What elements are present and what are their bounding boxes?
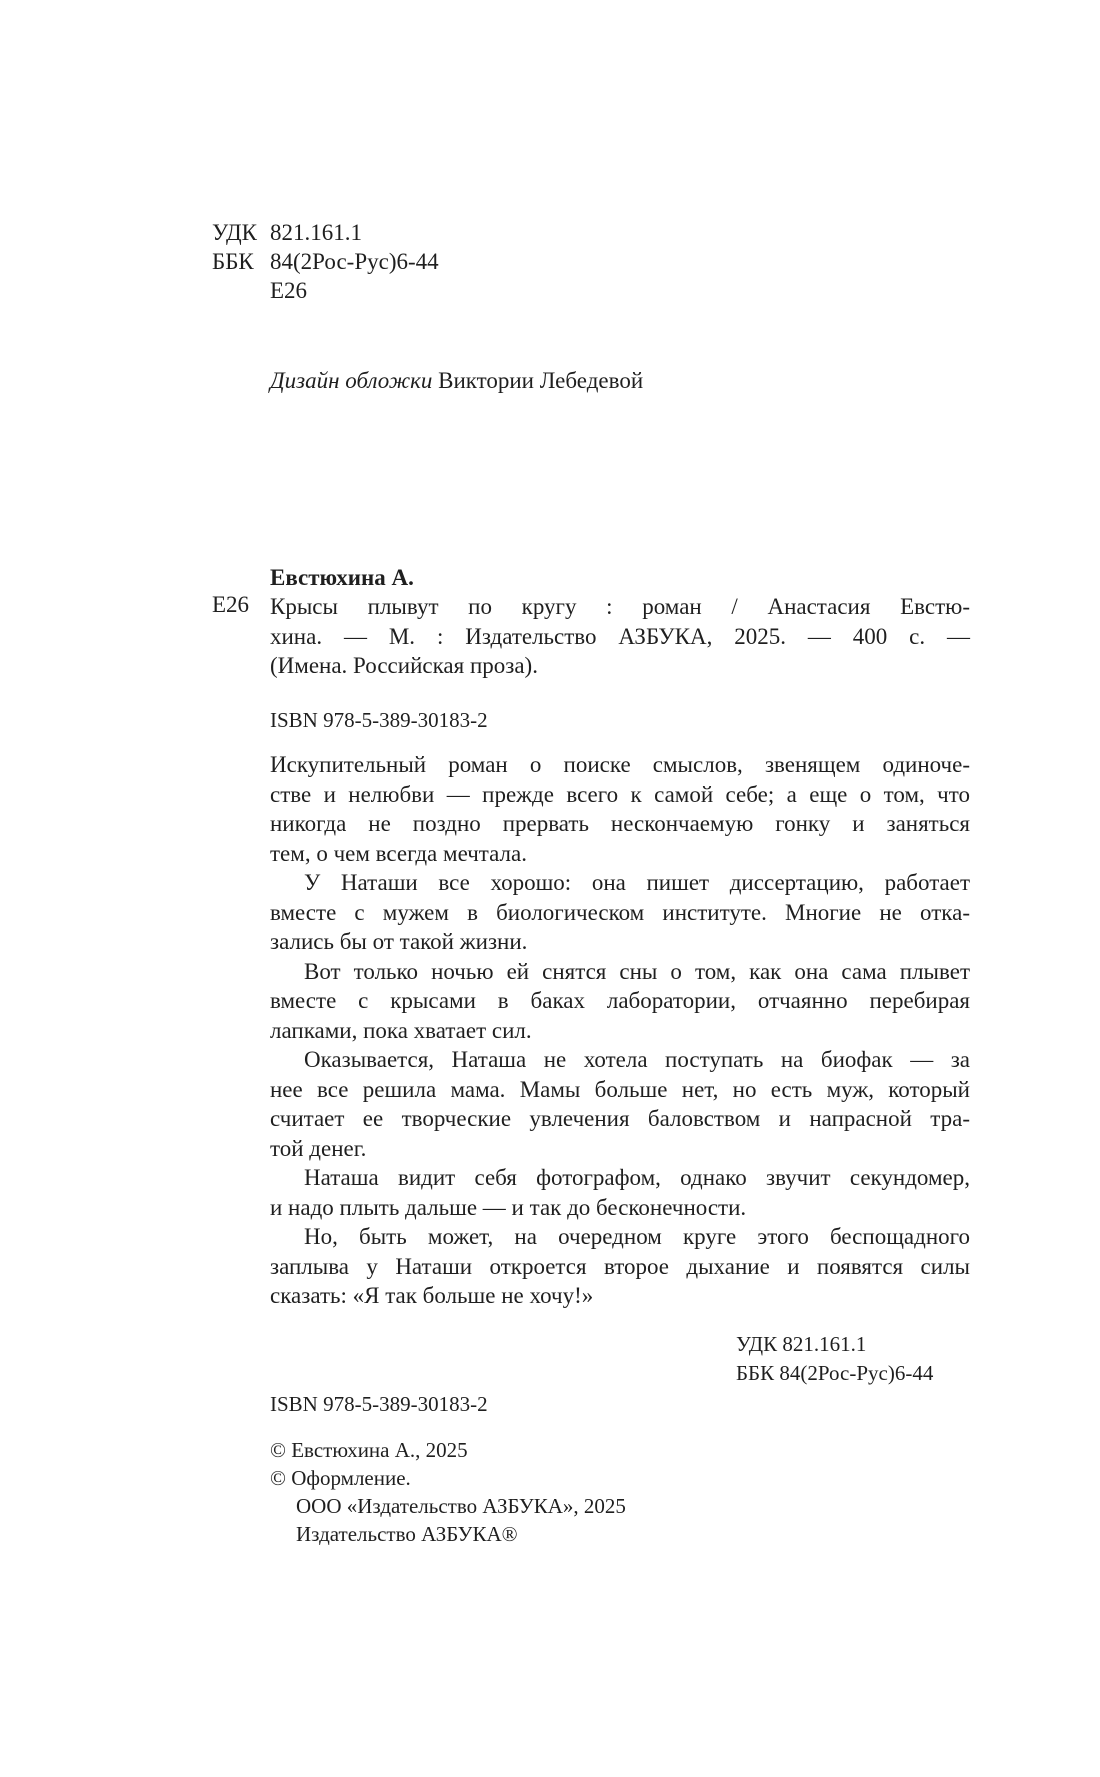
annotation-line: стве и нелюбви — прежде всего к самой себе; а еще о том, что (270, 781, 970, 807)
bbk-value: 84(2Рос-Рус)6-44 (270, 249, 439, 274)
annotation-paragraph (270, 750, 970, 868)
card-description-line: хина. — М. : Издательство АЗБУКА, 2025. — 400 с. — (270, 623, 970, 649)
copyright-author: © Евстюхина А., 2025 (270, 1438, 468, 1462)
annotation-line: зались бы от такой жизни. (270, 929, 528, 954)
annotation-line: Вот только ночью ей снятся сны о том, как она сама плывет (304, 958, 970, 984)
card-author-mark: Е26 (212, 592, 250, 617)
card-isbn: ISBN 978-5-389-30183-2 (270, 708, 488, 732)
annotation-line: Наташа видит себя фотографом, однако звучит секундомер, (304, 1165, 970, 1190)
copyright-publisher: ООО «Издательство АЗБУКА», 2025 (296, 1494, 626, 1518)
card-author: Евстюхина А. (270, 565, 414, 590)
udk-bottom: УДК 821.161.1 (736, 1332, 867, 1356)
annotation-line: Но, быть может, на очередном круге этого беспощадного (304, 1224, 970, 1249)
cover-design-credit (270, 368, 643, 394)
udk-row (212, 218, 439, 247)
cover-design-role: Дизайн обложки (270, 368, 433, 393)
annotation-line: той денег. (270, 1135, 367, 1161)
annotation-line: лапками, пока хватает сил. (270, 1017, 532, 1043)
author-mark-row (212, 276, 439, 305)
annotation-line: сказать: «Я так больше не хочу!» (270, 1283, 594, 1308)
author-mark: Е26 (270, 278, 308, 303)
annotation-line: и надо плыть дальше — и так до бесконечности. (270, 1194, 747, 1220)
bbk-row (212, 247, 439, 276)
bbk-bottom: ББК 84(2Рос-Рус)6-44 (736, 1361, 934, 1385)
annotation (270, 750, 970, 1311)
catalog-card (212, 563, 970, 681)
annotation-line: Оказывается, Наташа не хотела поступать на биофак — за (304, 1047, 970, 1072)
classification-block-top (212, 218, 439, 305)
bbk-label: ББК (212, 249, 254, 274)
annotation-paragraph (270, 957, 970, 1046)
cover-designer-name: Виктории Лебедевой (438, 368, 644, 393)
annotation-line: вместе с крысами в баках лаборатории, отчаянно перебирая (270, 988, 970, 1013)
annotation-line: вместе с мужем в биологическом институте. Многие не отка- (270, 899, 970, 925)
annotation-paragraph (270, 1222, 970, 1311)
annotation-line: считает ее творческие увлечения баловством и напрасной тра- (270, 1106, 970, 1131)
card-description-line: Крысы плывут по кругу : роман / Анастасия Евстю- (270, 594, 970, 619)
annotation-paragraph (270, 1045, 970, 1163)
copyright-block (270, 1436, 626, 1548)
annotation-paragraph (270, 868, 970, 957)
copyright-design: © Оформление. (270, 1466, 411, 1490)
publisher-trademark: Издательство АЗБУКА® (296, 1522, 518, 1546)
udk-value: 821.161.1 (270, 220, 362, 245)
card-description-line: (Имена. Российская проза). (270, 653, 538, 678)
isbn-bottom: ISBN 978-5-389-30183-2 (270, 1392, 488, 1416)
annotation-line: заплыва у Наташи откроется второе дыхание и появятся силы (270, 1253, 970, 1279)
annotation-line: Искупительный роман о поиске смыслов, звенящем одиноче- (270, 752, 970, 777)
annotation-line: тем, о чем всегда мечтала. (270, 840, 527, 866)
annotation-paragraph (270, 1163, 970, 1222)
annotation-line: У Наташи все хорошо: она пишет диссертацию, работает (304, 870, 970, 895)
udk-label: УДК (212, 220, 257, 245)
annotation-line: никогда не поздно прервать нескончаемую гонку и заняться (270, 811, 970, 836)
annotation-line: нее все решила мама. Мамы больше нет, но есть муж, который (270, 1076, 970, 1102)
classification-block-bottom (736, 1330, 933, 1388)
